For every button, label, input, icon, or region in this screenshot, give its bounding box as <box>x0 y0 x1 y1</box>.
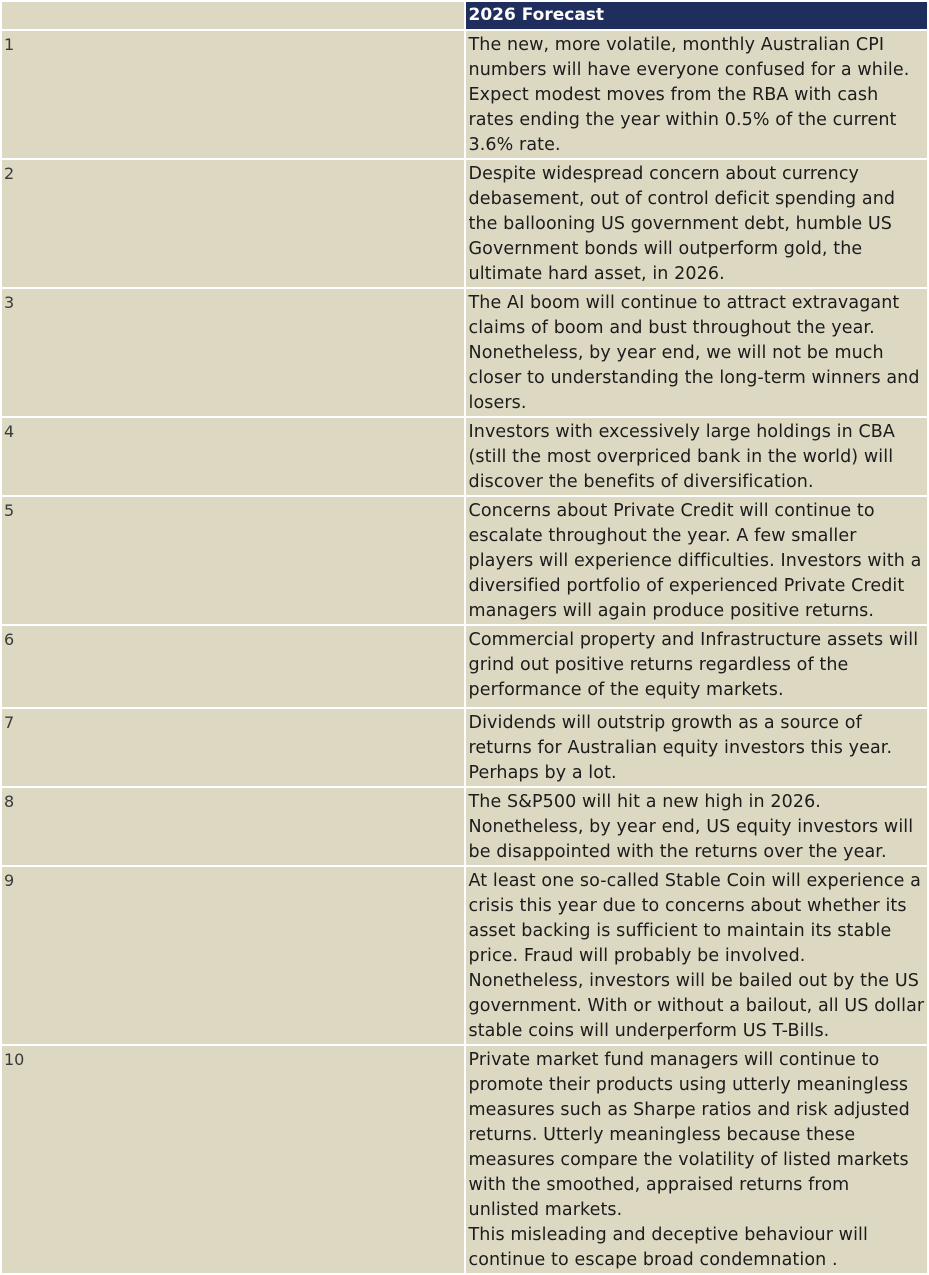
table-row <box>1 288 928 417</box>
forecast-text: The new, more volatile, monthly Australian CPI numbers will have everyone confused for a while. Expect modest moves from the RBA with cash rates ending the year within 0.5% of the current 3.6% rate. <box>465 30 929 159</box>
header-row <box>1 1 928 30</box>
table-row <box>1 417 928 496</box>
row-number: 4 <box>1 417 465 496</box>
table-row <box>1 708 928 787</box>
forecast-text: Commercial property and Infrastructure assets will grind out positive returns regardless of the performance of the equity markets. <box>465 625 929 708</box>
forecast-text: Despite widespread concern about currency debasement, out of control deficit spending and the ballooning US government debt, humble US Government bonds will outperform gold, the ultimate hard asset, in 2026. <box>465 159 929 288</box>
forecast-text: The AI boom will continue to attract extravagant claims of boom and bust throughout the year. Nonetheless, by year end, we will not be much closer to understanding the long-term winners and losers. <box>465 288 929 417</box>
table-row <box>1 159 928 288</box>
table-row <box>1 1045 928 1274</box>
row-number: 1 <box>1 30 465 159</box>
row-number: 2 <box>1 159 465 288</box>
table-row <box>1 496 928 625</box>
forecast-text: The S&P500 will hit a new high in 2026. Nonetheless, by year end, US equity investors will be disappointed with the returns over the year. <box>465 787 929 866</box>
forecast-title-header: 2026 Forecast <box>465 1 929 30</box>
forecast-text: Private market fund managers will continue to promote their products using utterly meaningless measures such as Sharpe ratios and risk adjusted returns. Utterly meaningless because these measures compare the volatility of listed markets with the smoothed, appraised returns from unlisted markets. This misleading and deceptive behaviour will continue to escape broad condemnation . <box>465 1045 929 1274</box>
row-number: 9 <box>1 866 465 1045</box>
table-row <box>1 787 928 866</box>
row-number: 6 <box>1 625 465 708</box>
row-number: 3 <box>1 288 465 417</box>
row-number: 5 <box>1 496 465 625</box>
row-number: 8 <box>1 787 465 866</box>
table-row <box>1 866 928 1045</box>
forecast-text: At least one so-called Stable Coin will experience a crisis this year due to concerns about whether its asset backing is sufficient to maintain its stable price. Fraud will probably be involved. Nonetheless, investors will be bailed out by the US government. With or without a bailout, all US dollar stable coins will underperform US T-Bills. <box>465 866 929 1045</box>
number-column-header <box>1 1 465 30</box>
row-number: 10 <box>1 1045 465 1274</box>
table-row <box>1 30 928 159</box>
row-number: 7 <box>1 708 465 787</box>
forecast-text: Investors with excessively large holdings in CBA (still the most overpriced bank in the world) will discover the benefits of diversification. <box>465 417 929 496</box>
forecast-text: Concerns about Private Credit will continue to escalate throughout the year. A few smaller players will experience difficulties. Investors with a diversified portfolio of experienced Private Credit managers will again produce positive returns. <box>465 496 929 625</box>
table-row <box>1 625 928 708</box>
forecast-text: Dividends will outstrip growth as a source of returns for Australian equity investors this year. Perhaps by a lot. <box>465 708 929 787</box>
